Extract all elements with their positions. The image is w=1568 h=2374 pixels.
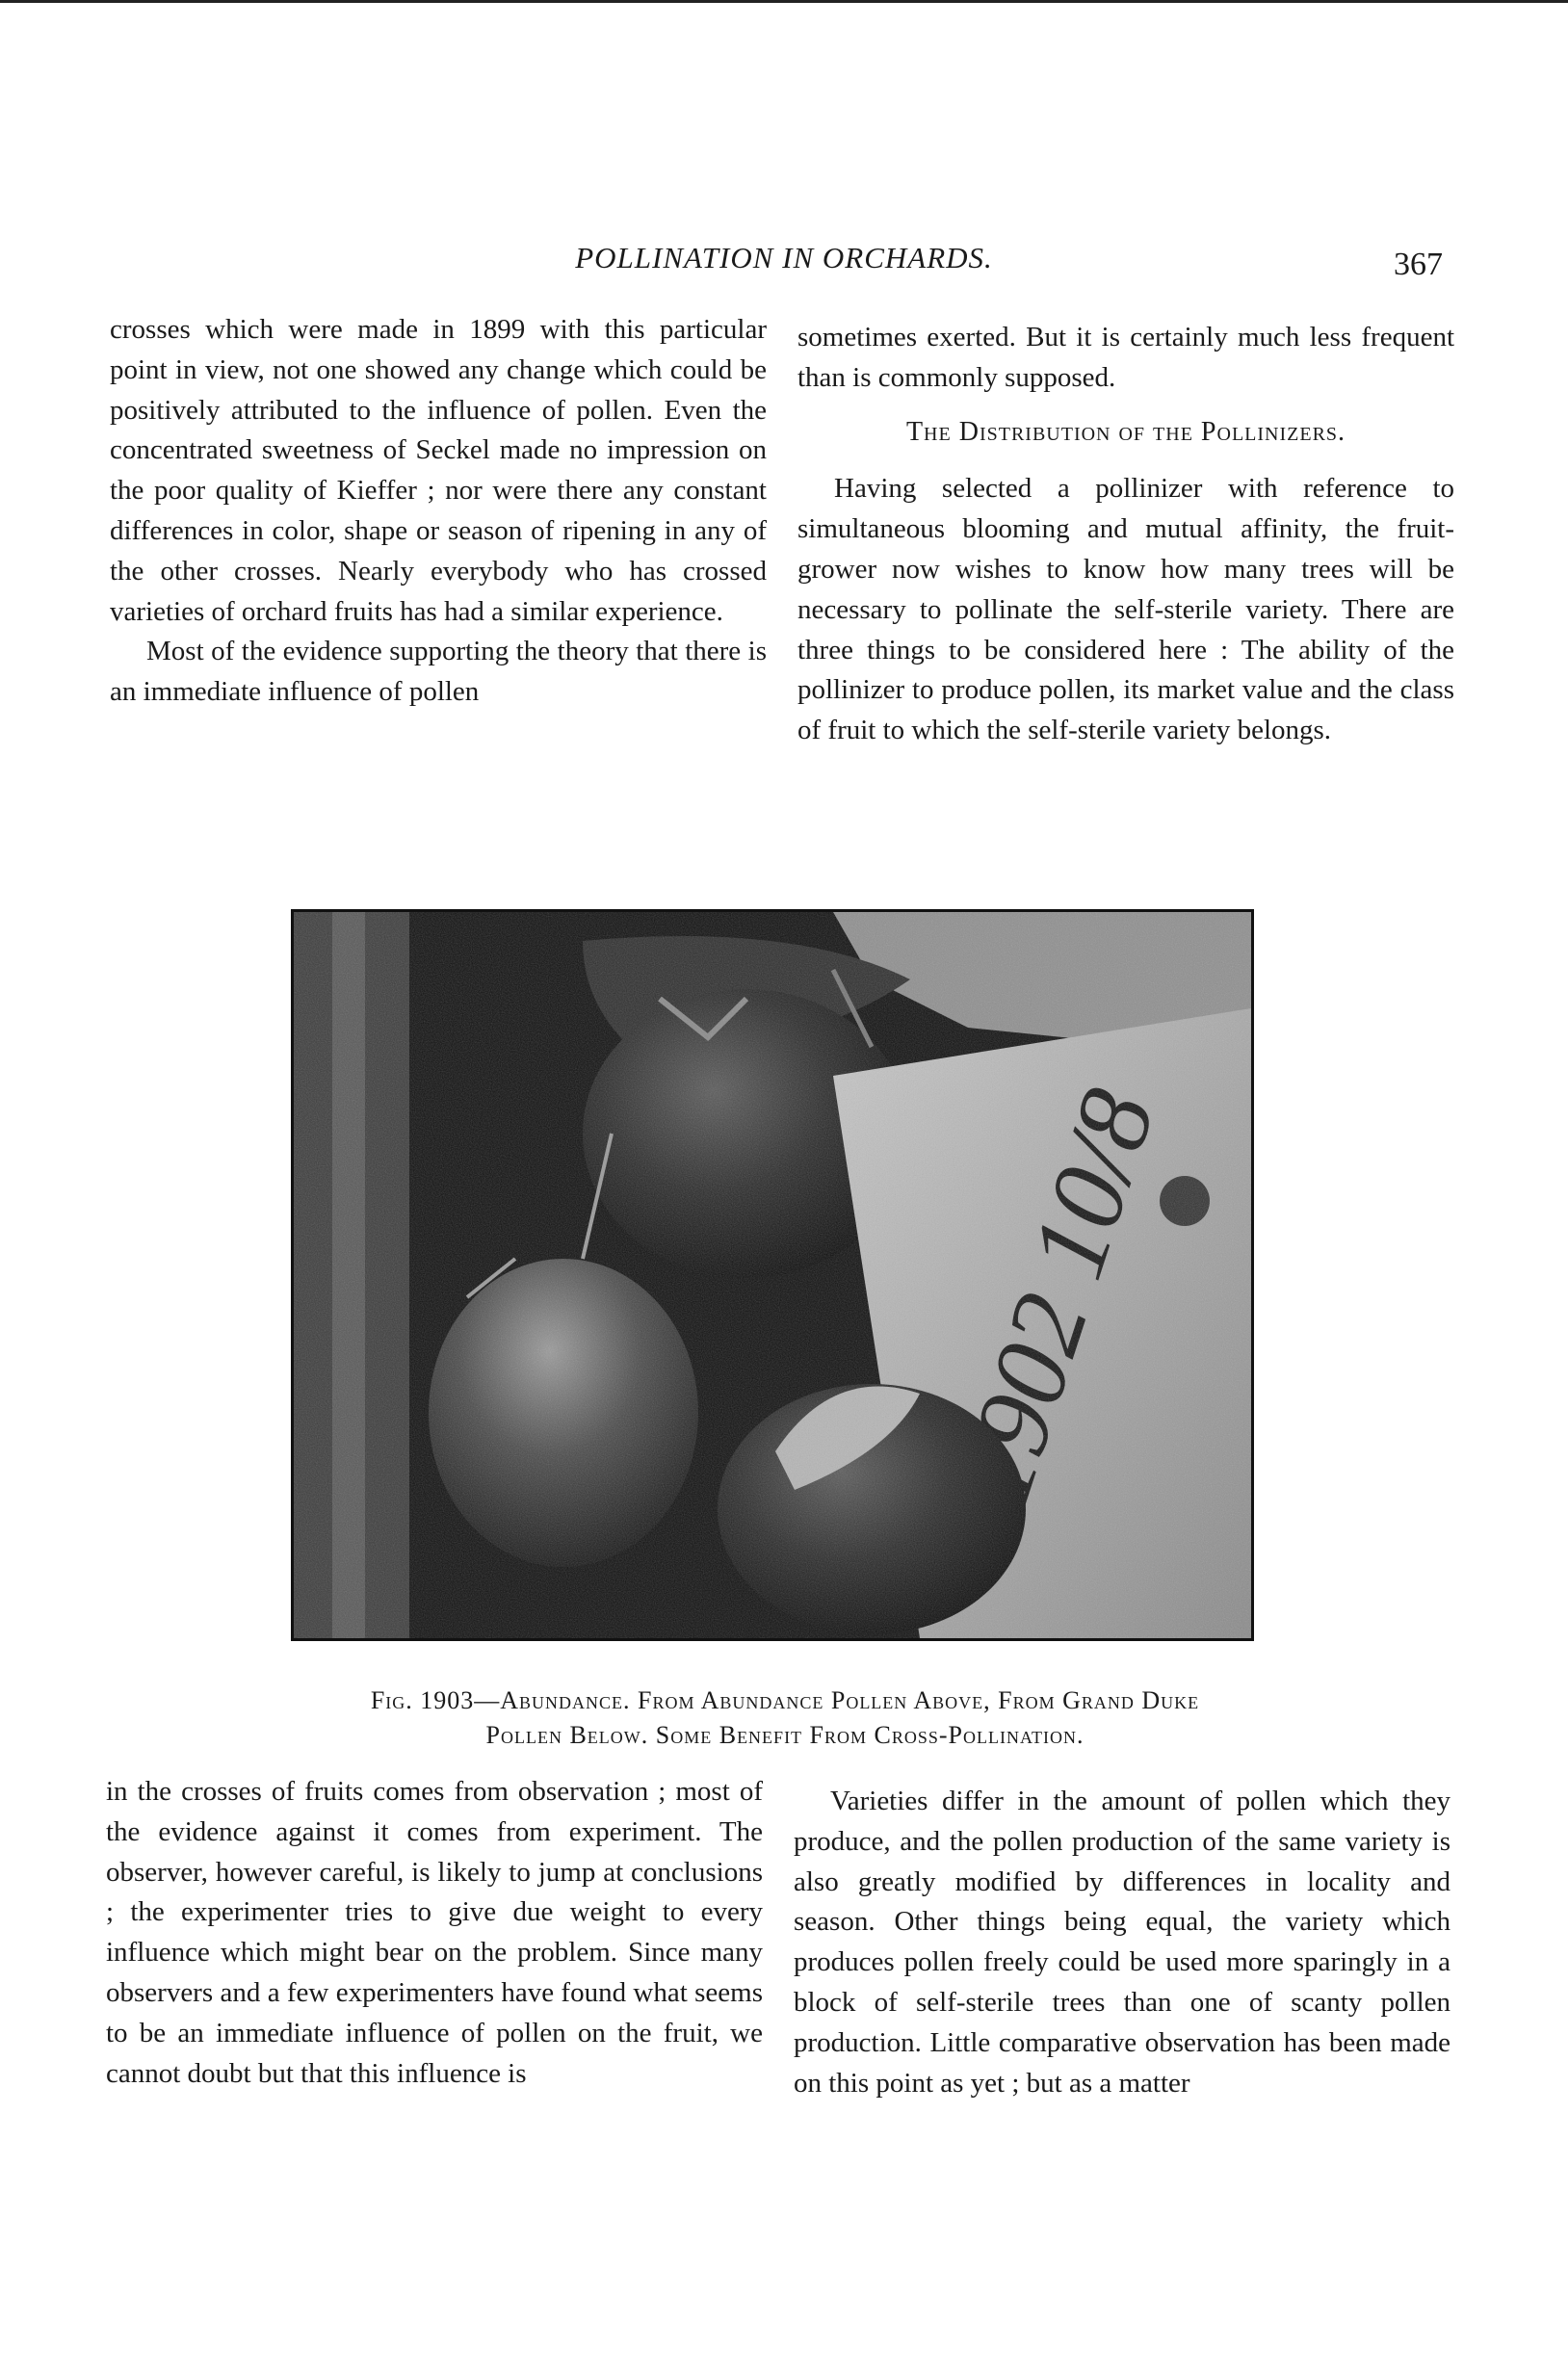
section-heading: The Distribution of the Pollinizers. [905,416,1346,447]
running-title: POLLINATION IN ORCHARDS. [575,241,993,274]
figure-photograph [291,909,1254,1641]
paragraph: in the crosses of fruits comes from observation ; most of the evidence against it comes from experiment. The observer, however careful, is likely to jump at conclusions ; the experimenter tries to give due weight to every influence which might bear on the problem. Since many observers and a few experimenters have found what seems to be an immediate influence of pollen on the fruit, we cannot doubt but that this influence is [106,1776,763,2089]
column-top-right [797,318,1454,751]
caption-line: Fig. 1903—Abundance. From Abundance Pollen Above, From Grand Duke [370,1686,1200,1714]
paragraph: Having selected a pollinizer with reference to simultaneous blooming and mutual affinity, the fruit-grower now wishes to know how many trees will be necessary to pollinate the self-sterile variety. There are three things to be considered here : The ability of the pollinizer to produce pollen, its market value and the class of fruit to which the self-sterile variety belongs. [797,473,1454,746]
column-bottom-right [794,1782,1450,2103]
column-top-left [110,310,767,713]
page-number: 367 [1394,247,1443,282]
paragraph: crosses which were made in 1899 with this particular point in view, not one showed any change which could be positively attributed to the influence of pollen. Even the concentrated sweetness of Seckel made no impression on the poor quality of Kieffer ; nor were there any constant differences in color, shape or season of ripening in any of the other crosses. Nearly everybody who has crossed varieties of orchard fruits has had a similar experience. [110,314,767,627]
photo-illustration [294,912,1251,1638]
paragraph: Varieties differ in the amount of pollen which they produce, and the pollen production of the same variety is also greatly modified by differences in locality and season. Other things being equal, the variety which produces pollen freely could be used more sparingly in a block of self-sterile trees than one of scanty pollen production. Little comparative observation has been made on this point as yet ; but as a matter [794,1786,1450,2099]
figure-caption [154,1683,1416,1753]
paragraph: sometimes exerted. But it is certainly much less frequent than is commonly supposed. [797,322,1454,393]
caption-line: Pollen Below. Some Benefit From Cross-Pollination. [485,1721,1085,1749]
top-edge-rule [0,0,1568,3]
paragraph: Most of the evidence supporting the theory that there is an immediate influence of pollen [110,636,767,708]
running-head [0,239,1568,287]
column-bottom-left [106,1772,763,2094]
